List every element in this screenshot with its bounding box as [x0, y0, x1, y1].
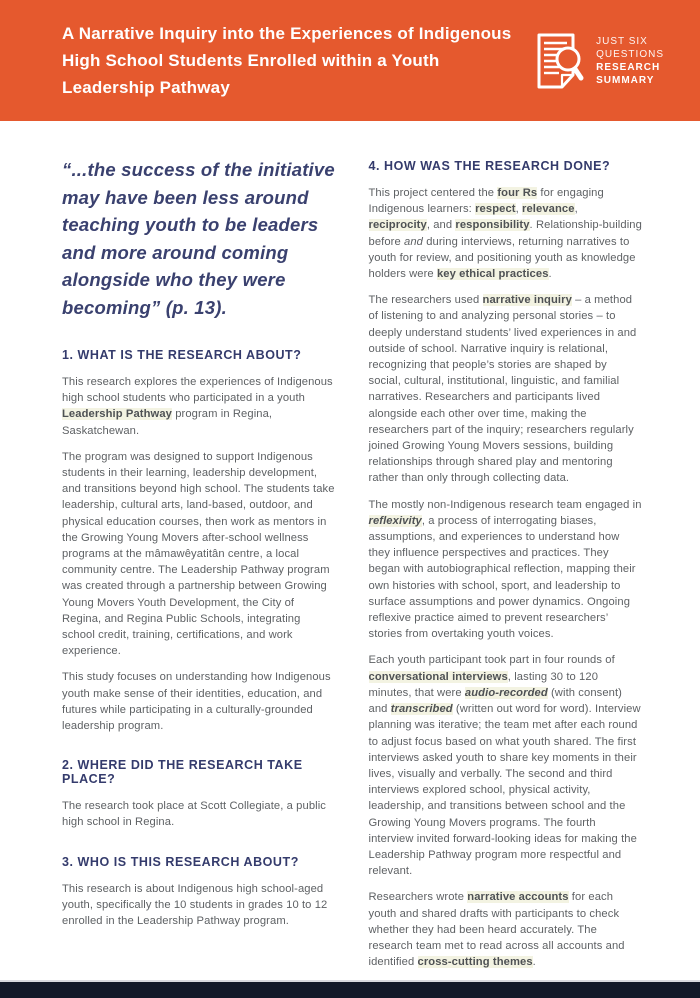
- brand-line: RESEARCH: [596, 61, 661, 73]
- section-4-paragraph: Researchers wrote narrative accounts for each youth and shared drafts with participants to check whether they had been heard accurately. The research team met to read across all accounts and identified cross-cutting themes.: [368, 891, 625, 969]
- brand-line: QUESTIONS: [596, 48, 664, 60]
- section-4-paragraph: The mostly non-Indigenous research team engaged in reflexivity, a process of interrogating biases, assumptions, and experiences to understand how they influence perspectives and practices. They began with autobiographical reflection, mapping their own histories with school, sport, and leadership to surface assumptions and power dynamics. Ongoing reflexive practice aimed to prevent researchers’ stories from overtaking youth voices.: [368, 498, 642, 641]
- section-2-heading: 2. WHERE DID THE RESEARCH TAKE PLACE?: [62, 758, 303, 787]
- section-1-paragraph: The program was designed to support Indigenous students in their learning, leadership development, and transitions beyond high school. The students take leadership, cultural arts, land-based, outdoor, and physical education courses, then work as mentors in the Growing Young Movers after-school wellness programs at the mâmawêyatitân centre, a local community centre. The Leadership Pathway program was created through a partnership between Growing Young Movers Youth Development, the City of Regina, and Regina Public Schools, integrating school credit, training, certifications, and work experience.: [62, 450, 335, 658]
- footer-band: [0, 980, 700, 998]
- section-4-paragraph: This project centered the four Rs for engaging Indigenous learners: respect, relevance, reciprocity, and responsibility. Relationship-building before and during interviews, returning narratives to youth for review, and positioning youth as knowledge holders were key ethical practices.: [368, 187, 642, 281]
- page-title: A Narrative Inquiry into the Experiences of Indigenous High School Students Enrolled within a Youth Leadership Pathway: [62, 24, 512, 97]
- section-4-paragraph: The researchers used narrative inquiry – a method of listening to and analyzing personal stories – to deeply understand students’ lived experiences in and outside of school. Narrative inquiry is relational, recognizing that people’s stories are shaped by social, cultural, institutional, linguistic, and familial narratives. Researchers and participants lived alongside each other over time, making the researchers part of the inquiry; researchers regularly joined Growing Young Movers sessions, building relationships through shared play and mentoring rather than only through collecting data.: [368, 294, 637, 485]
- section-4-paragraph: Each youth participant took part in four rounds of conversational interviews, lasting 30 to 120 minutes, that were audio-recorded (with consent) and transcribed (written out word for word). Interview planning was iterative; the team met after each round to adjust focus based on what youth shared. The first interviews asked youth to share key moments in their lives, visually and verbally. The second and third interviews explored school, physical activity, leadership, and transitions between school and the Growing Young Movers programs. The fourth interview invited forward-looking ideas for making the Leadership Pathway program more respectful and relevant.: [368, 654, 641, 878]
- pull-quote: “...the success of the initiative may have been less around teaching youth to be leaders and more around coming alongside who they were becoming” (p. 13).: [62, 159, 335, 318]
- page-body: [0, 121, 700, 980]
- right-column: [369, 154, 643, 980]
- brand-line: JUST SIX: [596, 35, 648, 47]
- section-1-paragraph: This study focuses on understanding how Indigenous youth make sense of their identities, education, and futures while participating in a culturally-grounded leadership program.: [62, 671, 331, 733]
- brand-wordmark: [596, 35, 664, 87]
- document-magnifier-icon: [535, 32, 585, 90]
- brand-line: SUMMARY: [596, 74, 655, 86]
- header-banner: [0, 0, 700, 121]
- left-column: [62, 154, 336, 980]
- section-1-heading: 1. WHAT IS THE RESEARCH ABOUT?: [62, 348, 302, 362]
- section-1-paragraph: This research explores the experiences of Indigenous high school students who participated in a youth Leadership Pathway program in Regina, Saskatchewan.: [62, 376, 333, 437]
- section-2-paragraph: The research took place at Scott Collegiate, a public high school in Regina.: [62, 800, 326, 829]
- brand-logo: [535, 32, 664, 90]
- section-3-heading: 3. WHO IS THIS RESEARCH ABOUT?: [62, 854, 299, 869]
- section-3-paragraph: This research is about Indigenous high school-aged youth, specifically the 10 students in grades 10 to 12 enrolled in the Leadership Pathway program.: [62, 882, 328, 928]
- section-4-heading: 4. HOW WAS THE RESEARCH DONE?: [368, 159, 611, 173]
